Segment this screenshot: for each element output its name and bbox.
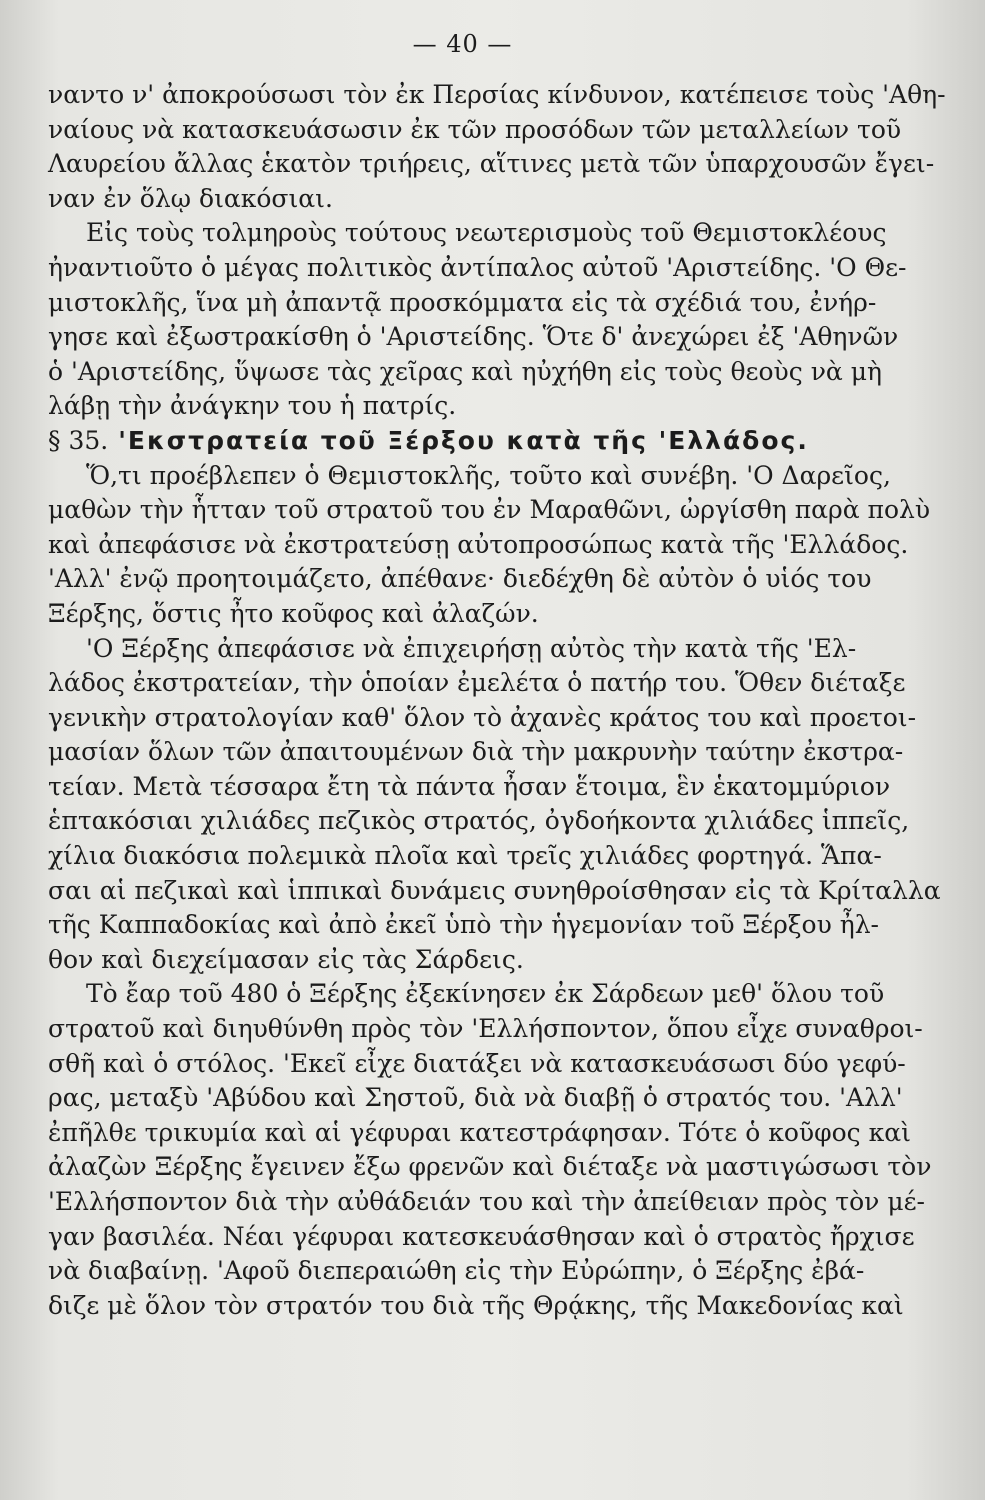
text-line: τῆς Καππαδοκίας καὶ ἀπὸ ἐκεῖ ὑπὸ τὴν ἡγεμονίαν τοῦ Ξέρξου ἦλ- bbox=[48, 910, 880, 940]
text-line: νὰ διαβαίνῃ. 'Αφοῦ διεπεραιώθη εἰς τὴν Εὐρώπην, ὁ Ξέρξης ἐβά- bbox=[48, 1256, 865, 1286]
text-line: 'Αλλ' ἐνῷ προητοιμάζετο, ἀπέθανε· διεδέχθη δὲ αὐτὸν ὁ υἱός του bbox=[48, 564, 872, 594]
text-line: σθῆ καὶ ὁ στόλος. 'Εκεῖ εἶχε διατάξει νὰ κατασκευάσωσι δύο γεφύ- bbox=[48, 1048, 906, 1078]
text-line: Λαυρείου ἄλλας ἑκατὸν τριήρεις, αἵτινες μετὰ τῶν ὑπαρχουσῶν ἔγει- bbox=[48, 149, 935, 179]
text-line: μασίαν ὅλων τῶν ἀπαιτουμένων διὰ τὴν μακρυνὴν ταύτην ἐκστρα- bbox=[48, 737, 904, 767]
text-line: γαν βασιλέα. Νέαι γέφυραι κατεσκευάσθησαν καὶ ὁ στρατὸς ἤρχισε bbox=[48, 1221, 915, 1251]
text-line: γησε καὶ ἐξωστρακίσθη ὁ 'Αριστείδης. Ὅτε δ' ἀνεχώρει ἐξ 'Αθηνῶν bbox=[48, 322, 899, 352]
paragraph-first-line: Ὅ,τι προέβλεπεν ὁ Θεμιστοκλῆς, τοῦτο καὶ συνέβη. 'Ο Δαρεῖος, bbox=[86, 460, 891, 490]
text-line: μιστοκλῆς, ἵνα μὴ ἀπαντᾷ προσκόμματα εἰς τὰ σχέδιά του, ἐνήρ- bbox=[48, 287, 877, 317]
text-line: ναίους νὰ κατασκευάσωσιν ἐκ τῶν προσόδων τῶν μεταλλείων τοῦ bbox=[48, 114, 902, 144]
text-line: λάδος ἐκστρατείαν, τὴν ὁποίαν ἐμελέτα ὁ πατήρ του. Ὅθεν διέταξε bbox=[48, 668, 906, 698]
text-line: ναντο ν' ἀποκρούσωσι τὸν ἐκ Περσίας κίνδυνον, κατέπεισε τοὺς 'Αθη- bbox=[48, 80, 946, 109]
text-line: ὁ 'Αριστείδης, ὕψωσε τὰς χεῖρας καὶ ηὐχήθη εἰς τοὺς θεοὺς νὰ μὴ bbox=[48, 356, 882, 386]
text-line: ἠναντιοῦτο ὁ μέγας πολιτικὸς ἀντίπαλος αὐτοῦ 'Αριστείδης. 'Ο Θε- bbox=[48, 252, 907, 282]
section-heading bbox=[48, 424, 856, 459]
paragraph-first-line: 'Ο Ξέρξης ἀπεφάσισε νὰ ἐπιχειρήσῃ αὐτὸς τὴν κατὰ τῆς 'Ελ- bbox=[86, 633, 857, 663]
section-number: § 35. bbox=[48, 425, 109, 455]
page-body bbox=[48, 78, 946, 1323]
paragraph-first-line: Εἰς τοὺς τολμηροὺς τούτους νεωτερισμοὺς τοῦ Θεμιστοκλέους bbox=[86, 218, 887, 248]
text-line: γενικὴν στρατολογίαν καθ' ὅλον τὸ ἀχανὲς κράτος του καὶ προετοι- bbox=[48, 702, 917, 732]
text-line: χίλια διακόσια πολεμικὰ πλοῖα καὶ τρεῖς χιλιάδες φορτηγά. Ἅπα- bbox=[48, 841, 882, 871]
text-line: σαι αἱ πεζικαὶ καὶ ἱππικαὶ δυνάμεις συνηθροίσθησαν εἰς τὰ Κρίταλλα bbox=[48, 875, 941, 905]
text-line: καὶ ἀπεφάσισε νὰ ἐκστρατεύσῃ αὐτοπροσώπως κατὰ τῆς 'Ελλάδος. bbox=[48, 529, 909, 559]
paragraph-first-line: Τὸ ἔαρ τοῦ 480 ὁ Ξέρξης ἐξεκίνησεν ἐκ Σάρδεων μεθ' ὅλου τοῦ bbox=[86, 979, 885, 1009]
text-line: ἐπῆλθε τρικυμία καὶ αἱ γέφυραι κατεστράφησαν. Τότε ὁ κοῦφος καὶ bbox=[48, 1117, 911, 1147]
text-line: διζε μὲ ὅλον τὸν στρατόν του διὰ τῆς Θρᾴκης, τῆς Μακεδονίας καὶ bbox=[48, 1290, 904, 1320]
text-line: ἑπτακόσιαι χιλιάδες πεζικὸς στρατός, ὀγδοήκοντα χιλιάδες ἱππεῖς, bbox=[48, 806, 910, 836]
text-line: θον καὶ διεχείμασαν εἰς τὰς Σάρδεις. bbox=[48, 944, 524, 974]
text-line: 'Ελλήσποντον διὰ τὴν αὐθάδειάν του καὶ τὴν ἀπείθειαν πρὸς τὸν μέ- bbox=[48, 1187, 925, 1216]
text-line: ρας, μεταξὺ 'Αβύδου καὶ Σηστοῦ, διὰ νὰ διαβῇ ὁ στρατός του. 'Αλλ' bbox=[48, 1083, 903, 1113]
page-number: — 40 — bbox=[412, 30, 513, 58]
text-line: στρατοῦ καὶ διηυθύνθη πρὸς τὸν 'Ελλήσποντον, ὅπου εἶχε συναθροι- bbox=[48, 1014, 923, 1044]
section-title: 'Εκστρατεία τοῦ Ξέρξου κατὰ τῆς 'Ελλάδος. bbox=[118, 425, 809, 455]
text-line: Ξέρξης, ὅστις ἦτο κοῦφος καὶ ἀλαζών. bbox=[48, 598, 539, 628]
text-line: ναν ἐν ὅλῳ διακόσιαι. bbox=[48, 183, 333, 213]
text-line: μαθὼν τὴν ἧτταν τοῦ στρατοῦ του ἐν Μαραθῶνι, ὠργίσθη παρὰ πολὺ bbox=[48, 495, 931, 525]
text-line: ἀλαζὼν Ξέρξης ἔγεινεν ἔξω φρενῶν καὶ διέταξε νὰ μαστιγώσωσι τὸν bbox=[48, 1152, 932, 1182]
text-line: λάβῃ τὴν ἀνάγκην του ἡ πατρίς. bbox=[48, 391, 457, 421]
text-line: τείαν. Μετὰ τέσσαρα ἔτη τὰ πάντα ἦσαν ἕτοιμα, ἓν ἑκατομμύριον bbox=[48, 771, 891, 801]
